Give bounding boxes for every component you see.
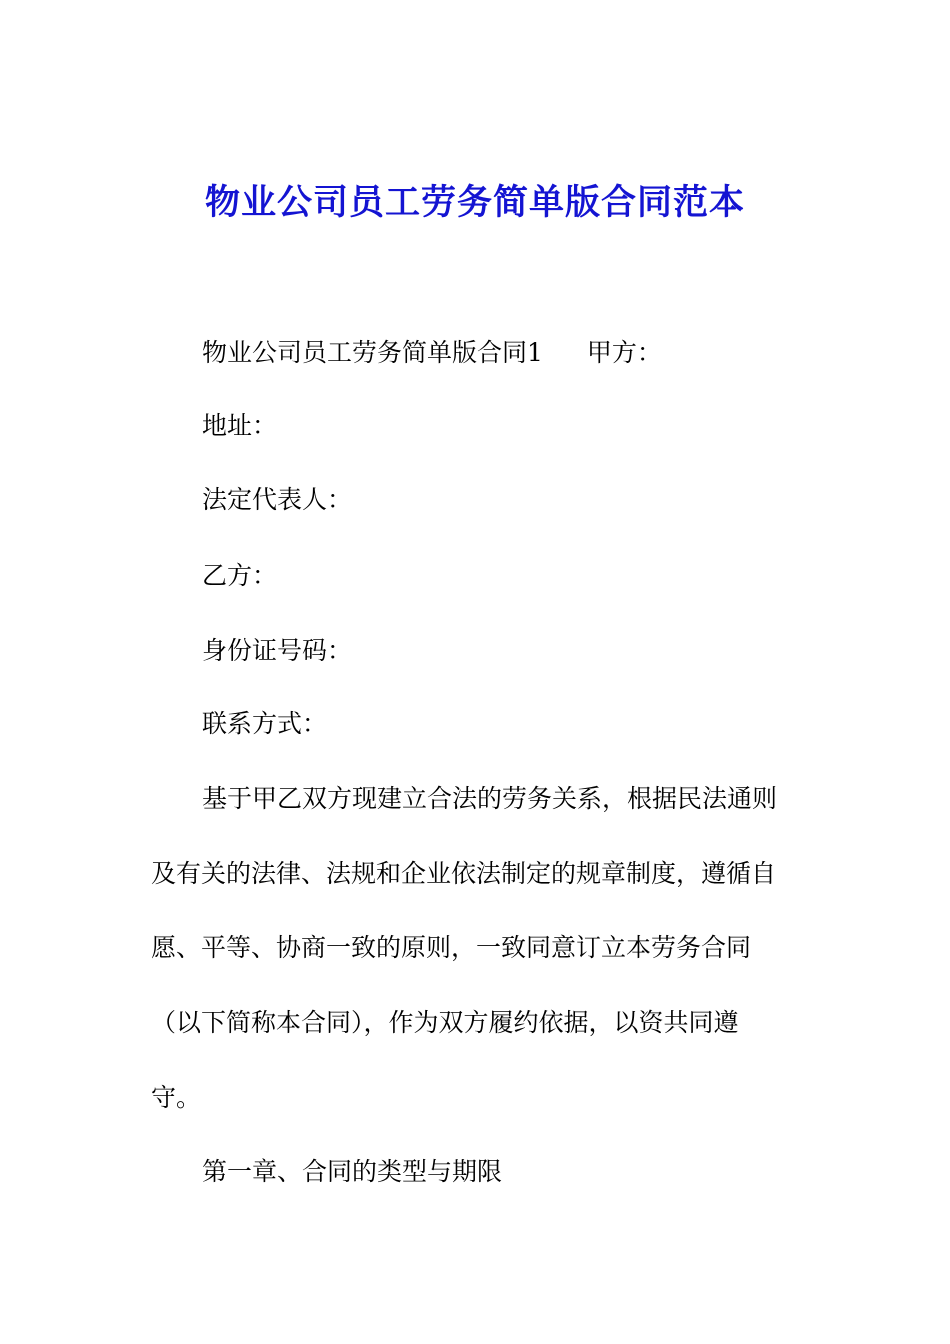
party-b-field-label: 乙方： xyxy=(202,561,278,590)
paragraph-line: 守。 xyxy=(151,1083,202,1112)
id-number-field-label: 身份证号码： xyxy=(202,636,353,665)
contract-header-line xyxy=(202,336,662,370)
chapter-heading: 第一章、合同的类型与期限 xyxy=(202,1157,503,1186)
contact-field-label: 联系方式： xyxy=(202,709,328,738)
contract-label: 物业公司员工劳务简单版合同1 xyxy=(202,338,543,367)
paragraph-line: 愿、平等、协商一致的原则，一致同意订立本劳务合同 xyxy=(151,933,752,962)
paragraph-line: 基于甲乙双方现建立合法的劳务关系，根据民法通则 xyxy=(202,784,778,813)
address-field-label: 地址： xyxy=(202,411,278,440)
party-a-label: 甲方： xyxy=(586,338,662,367)
legal-rep-field-label: 法定代表人： xyxy=(202,485,353,514)
paragraph-line: 及有关的法律、法规和企业依法制定的规章制度，遵循自 xyxy=(151,859,777,888)
paragraph-line: （以下简称本合同），作为双方履约依据，以资共同遵 xyxy=(151,1008,739,1037)
document-title: 物业公司员工劳务简单版合同范本 xyxy=(204,182,745,223)
